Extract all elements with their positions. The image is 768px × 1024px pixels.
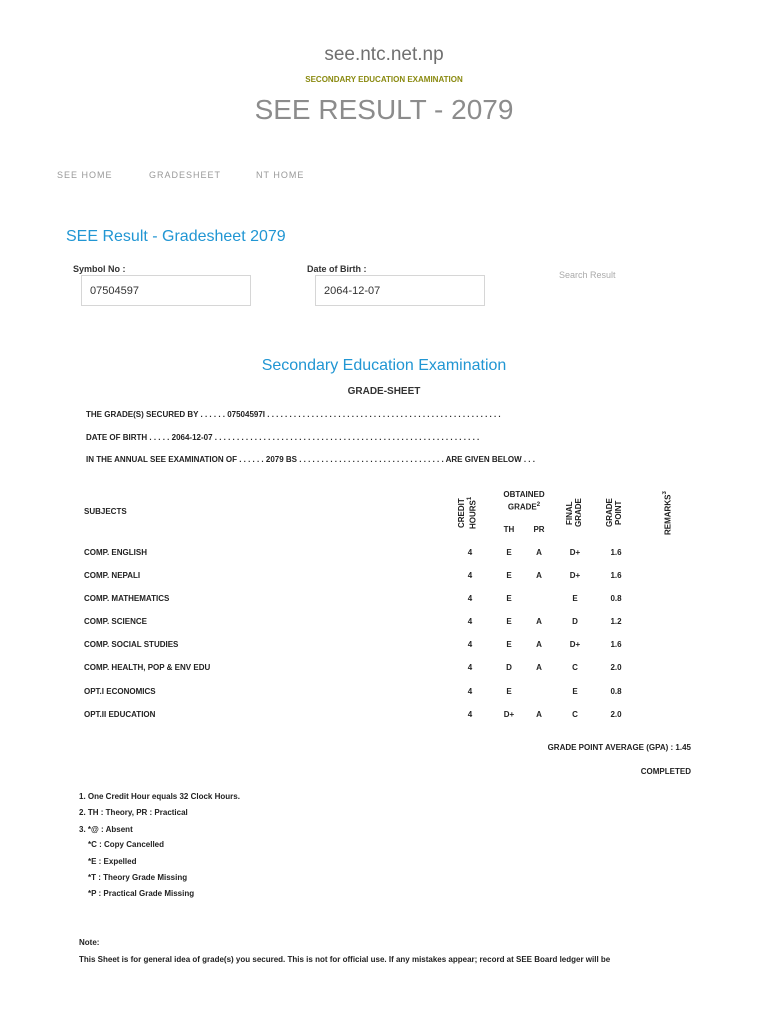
row-final: C — [572, 710, 578, 719]
row-th: D — [506, 663, 512, 672]
row-th: E — [506, 548, 512, 557]
header-remarks-sup: 3 — [662, 491, 668, 495]
row-final: D+ — [569, 548, 581, 557]
dob-line: DATE OF BIRTH . . . . . 2064-12-07 . . . . . . . . . . . . . . . . . . . . . . . . . . . . . . . . . . . . . . . . . . . . . . . . . . . . . . . . . . . . — [86, 433, 480, 442]
header-remarks — [661, 488, 673, 538]
row-th: E — [506, 640, 512, 649]
row-th: D+ — [503, 710, 515, 719]
row-subject: COMP. SCIENCE — [84, 617, 147, 626]
row-final: E — [572, 687, 578, 696]
header-credit-hours-text: CREDIT HOURS — [457, 498, 478, 530]
header-credit-sup: 1 — [467, 496, 473, 501]
row-subject: COMP. SOCIAL STUDIES — [84, 640, 179, 649]
row-final: D — [572, 617, 578, 626]
row-credit: 4 — [467, 710, 473, 719]
header-credit-hours — [457, 492, 477, 534]
header-obtained-sup: 2 — [536, 502, 541, 508]
header-remarks-text: REMARKS — [663, 494, 673, 535]
row-pr: A — [536, 710, 542, 719]
row-gp: 1.6 — [610, 571, 622, 580]
symbol-input[interactable] — [81, 275, 251, 306]
header-obtained-line2-text: GRADE — [507, 502, 537, 512]
row-gp: 2.0 — [610, 710, 622, 719]
row-th: E — [506, 571, 512, 580]
footnote-expelled: *E : Expelled — [88, 857, 137, 866]
footnote-practical-missing: *P : Practical Grade Missing — [88, 889, 195, 898]
row-credit: 4 — [467, 548, 473, 557]
row-gp: 1.2 — [610, 617, 622, 626]
row-final: C — [572, 663, 578, 672]
header-obtained-line2 — [494, 500, 554, 513]
row-credit: 4 — [467, 571, 473, 580]
row-credit: 4 — [467, 640, 473, 649]
row-gp: 0.8 — [610, 594, 622, 603]
row-credit: 4 — [467, 617, 473, 626]
row-subject: COMP. HEALTH, POP & ENV EDU — [84, 663, 211, 672]
header-obtained-grade — [494, 489, 554, 513]
note-text: This Sheet is for general idea of grade(s) you secured. This is not for official use. If any mistakes appear; record at SEE Board ledger will be — [79, 955, 611, 964]
row-final: D+ — [569, 640, 581, 649]
row-subject: OPT.I ECONOMICS — [84, 687, 156, 696]
exam-line: IN THE ANNUAL SEE EXAMINATION OF . . . . . . 2079 BS . . . . . . . . . . . . . . . . . . . . . . . . . . . . . . . . . ARE GIVEN BELOW . . . — [86, 455, 535, 464]
dob-input[interactable] — [315, 275, 485, 306]
search-result-button[interactable]: Search Result — [559, 270, 616, 280]
result-status: COMPLETED — [640, 767, 691, 776]
site-domain: see.ntc.net.np — [324, 44, 444, 65]
nav-gradesheet[interactable]: GRADESHEET — [149, 170, 222, 180]
header-final-grade: FINAL GRADE — [565, 498, 583, 528]
row-credit: 4 — [467, 687, 473, 696]
row-th: E — [506, 617, 512, 626]
row-gp: 2.0 — [610, 663, 622, 672]
exam-title: Secondary Education Examination — [261, 357, 507, 374]
footnote-th-pr: 2. TH : Theory, PR : Practical — [79, 808, 188, 817]
site-subtitle: SECONDARY EDUCATION EXAMINATION — [305, 75, 463, 84]
row-th: E — [506, 687, 512, 696]
row-pr: A — [536, 548, 542, 557]
header-pr: PR — [533, 525, 545, 534]
secured-by-line: THE GRADE(S) SECURED BY . . . . . . 07504597I . . . . . . . . . . . . . . . . . . . . . . . . . . . . . . . . . . . . . . . . . . . . . . . . . . . . . — [86, 410, 501, 419]
header-obtained-line1: OBTAINED — [503, 490, 545, 499]
header-grade-point: GRADE POINT — [605, 498, 623, 528]
row-gp: 1.6 — [610, 640, 622, 649]
footnote-theory-missing: *T : Theory Grade Missing — [88, 873, 188, 882]
site-headline: SEE RESULT - 2079 — [254, 94, 514, 125]
row-credit: 4 — [467, 594, 473, 603]
row-subject: COMP. ENGLISH — [84, 548, 147, 557]
footnote-credit-hour: 1. One Credit Hour equals 32 Clock Hours. — [79, 792, 240, 801]
row-subject: COMP. NEPALI — [84, 571, 141, 580]
row-pr: A — [536, 640, 542, 649]
footnote-absent: 3. *@ : Absent — [79, 825, 133, 834]
nav-see-home[interactable]: SEE HOME — [57, 170, 113, 180]
row-final: D+ — [569, 571, 581, 580]
gpa-summary: GRADE POINT AVERAGE (GPA) : 1.45 — [547, 743, 691, 752]
row-subject: OPT.II EDUCATION — [84, 710, 156, 719]
row-pr: A — [536, 617, 542, 626]
footnote-copy-cancelled: *C : Copy Cancelled — [88, 840, 165, 849]
nav-nt-home[interactable]: NT HOME — [256, 170, 305, 180]
dob-label: Date of Birth : — [307, 264, 367, 274]
row-gp: 1.6 — [610, 548, 622, 557]
row-final: E — [572, 594, 578, 603]
page-heading: SEE Result - Gradesheet 2079 — [66, 228, 286, 245]
header-th: TH — [503, 525, 515, 534]
row-pr: A — [536, 663, 542, 672]
row-credit: 4 — [467, 663, 473, 672]
symbol-label: Symbol No : — [73, 264, 126, 274]
row-subject: COMP. MATHEMATICS — [84, 594, 170, 603]
row-gp: 0.8 — [610, 687, 622, 696]
gradesheet-title: GRADE-SHEET — [347, 386, 421, 397]
row-pr: A — [536, 571, 542, 580]
note-label: Note: — [79, 938, 100, 947]
row-th: E — [506, 594, 512, 603]
header-subjects: SUBJECTS — [84, 507, 127, 516]
